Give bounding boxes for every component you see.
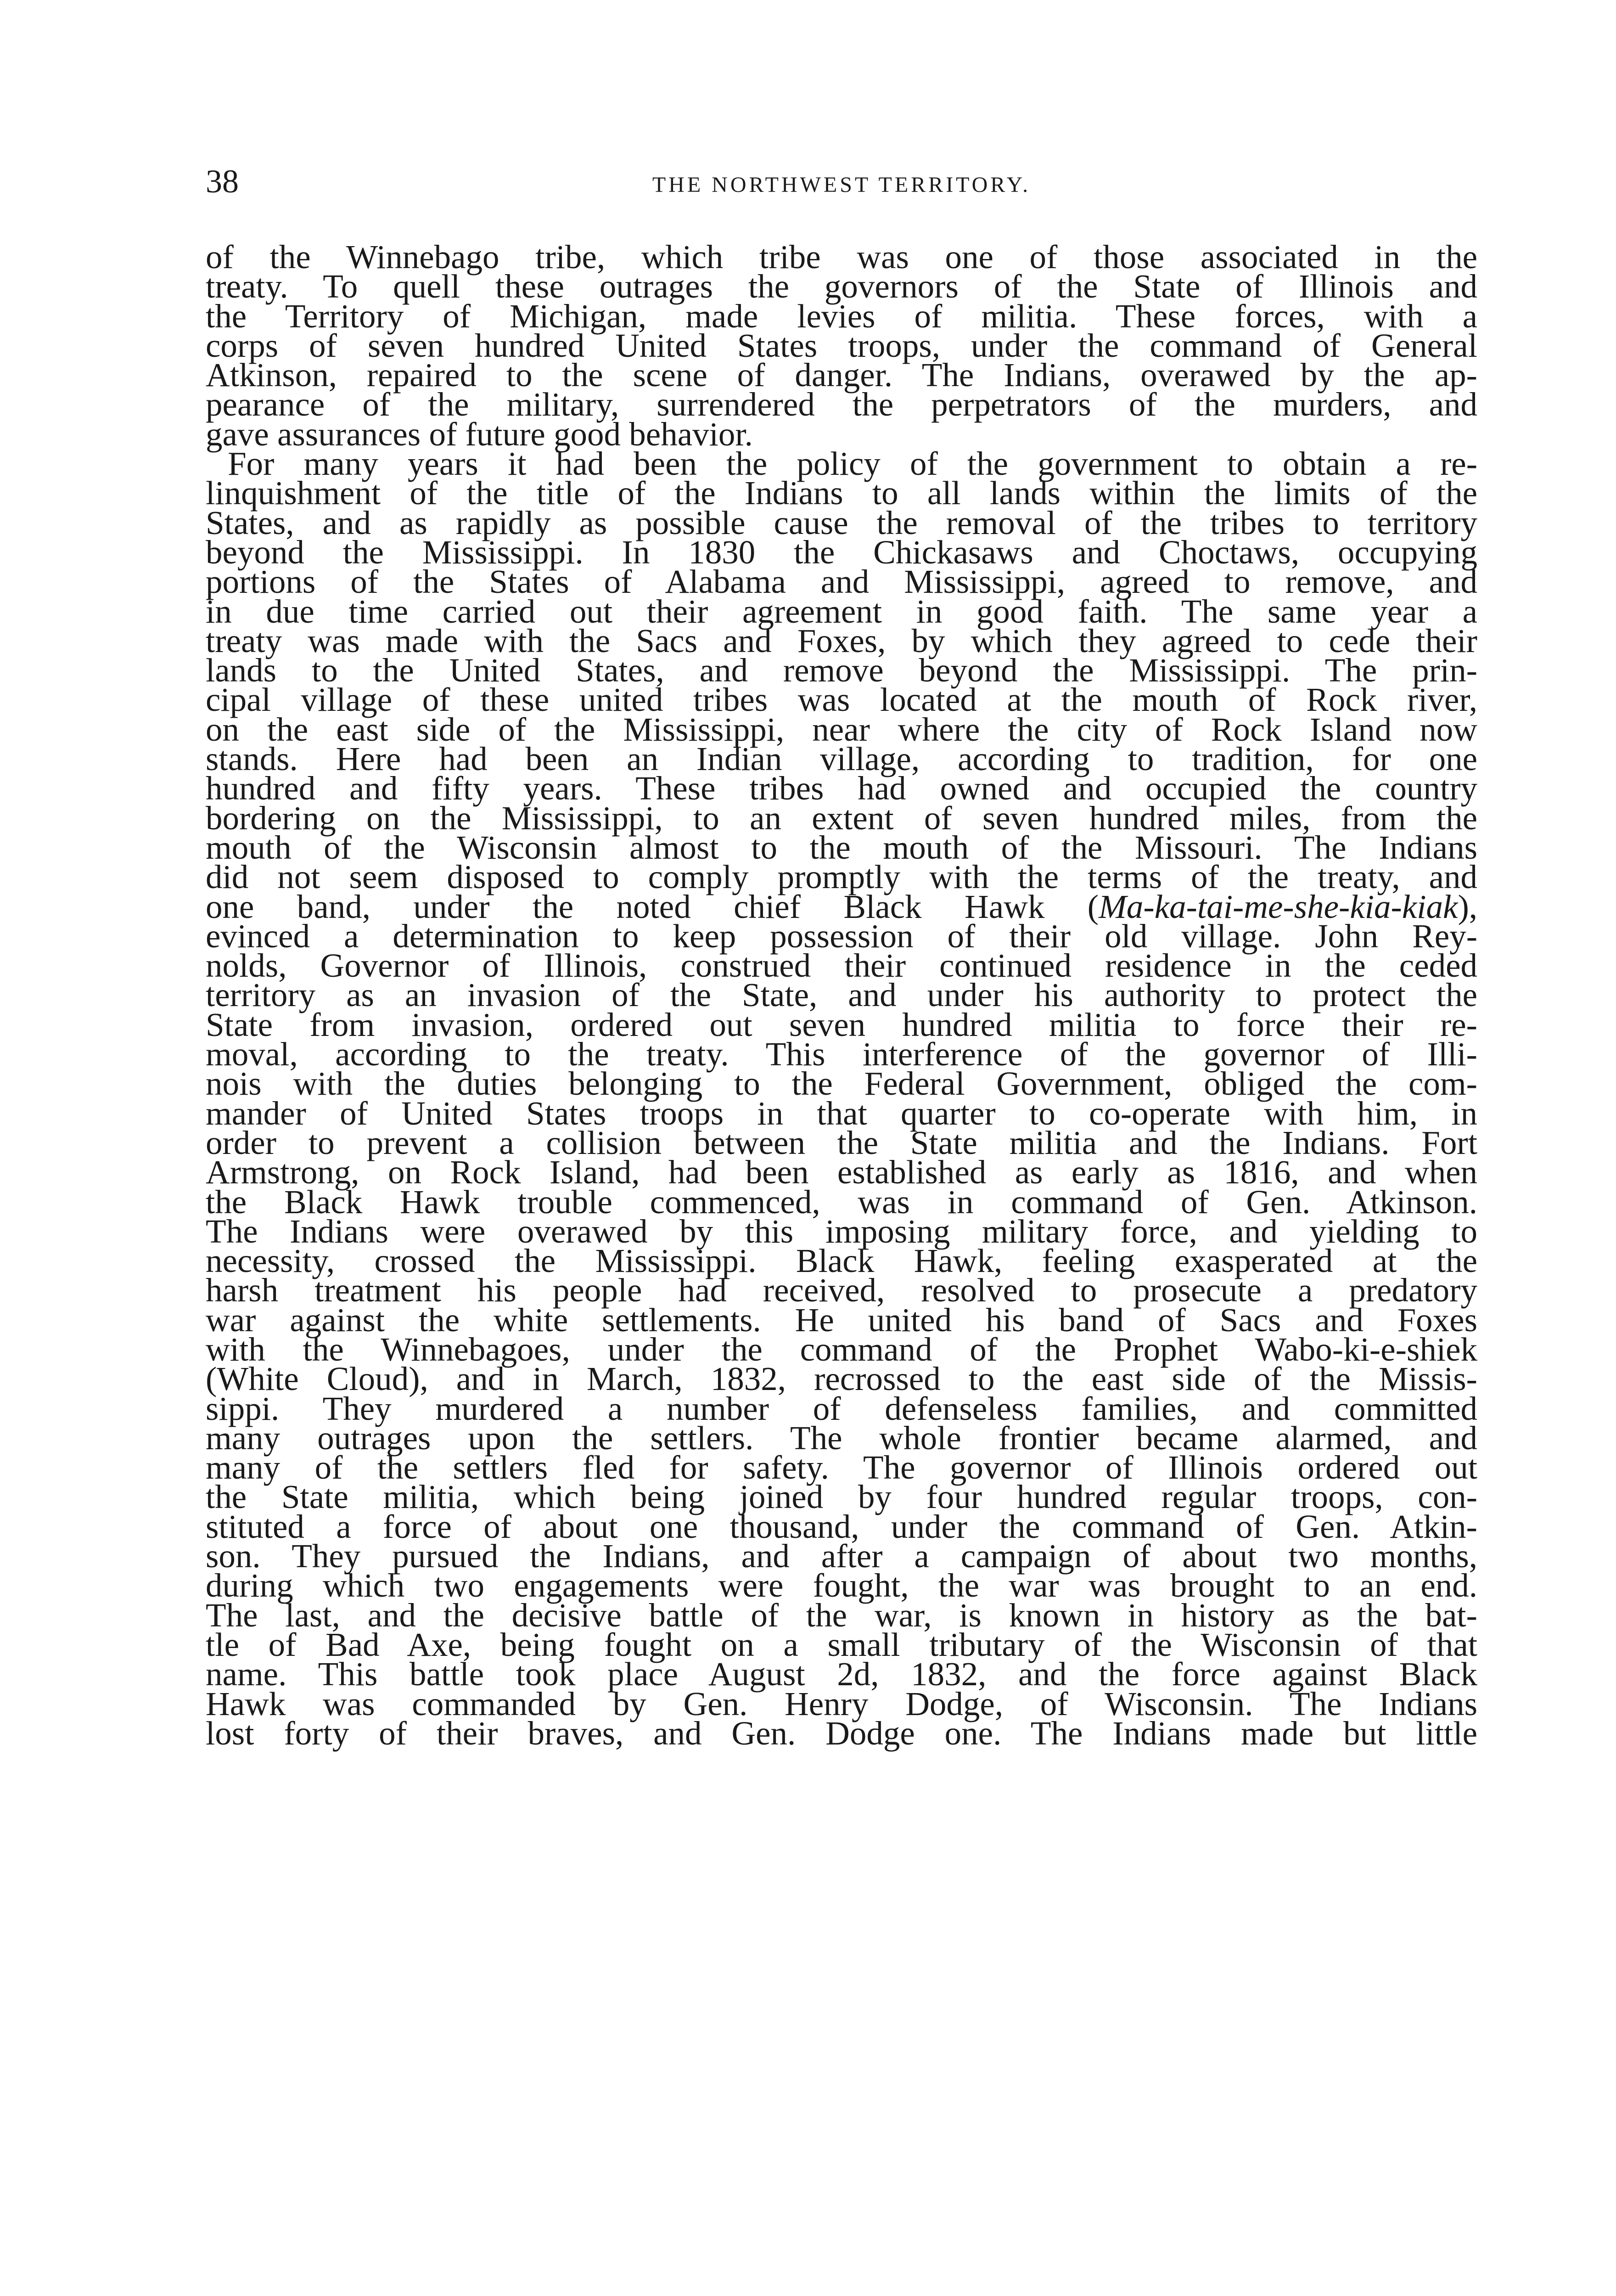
text-line: many of the settlers fled for safety. The governor of Illinois ordered out [206, 1449, 1477, 1486]
text-line: of the Winnebago tribe, which tribe was one of those associated in the [206, 238, 1477, 276]
text-line: territory as an invasion of the State, and under his authority to protect the [206, 976, 1477, 1014]
text-line: stituted a force of about one thousand, under the command of Gen. Atkin- [206, 1508, 1477, 1545]
text-line: Armstrong, on Rock Island, had been established as early as 1816, and when [206, 1154, 1477, 1191]
text-line: Atkinson, repaired to the scene of danger. The Indians, overawed by the ap- [206, 356, 1477, 394]
text-line: son. They pursued the Indians, and after a campaign of about two months, [206, 1537, 1477, 1575]
text-line: lands to the United States, and remove beyond the Mississippi. The prin- [206, 652, 1477, 689]
text-line: pearance of the military, surrendered the perpetrators of the murders, and [206, 386, 1477, 423]
text-line: treaty. To quell these outrages the governors of the State of Illinois and [206, 268, 1477, 305]
text-line: The last, and the decisive battle of the war, is known in history as the bat- [206, 1596, 1477, 1634]
text-line: stands. Here had been an Indian village, according to tradition, for one [206, 740, 1477, 778]
text-line: nois with the duties belonging to the Federal Government, obliged the com- [206, 1065, 1477, 1103]
text-line: corps of seven hundred United States troops, under the command of General [206, 326, 1477, 364]
text-line: hundred and fifty years. These tribes had owned and occupied the country [206, 770, 1477, 807]
text-line: State from invasion, ordered out seven hundred militia to force their re- [206, 1006, 1477, 1043]
italic-native-name: Ma-ka-tai-me-she-kia-kiak [1099, 888, 1458, 925]
paragraph-start-line: For many years it had been the policy of the government to obtain a re- [228, 445, 1477, 483]
running-head [206, 158, 1477, 209]
text-segment: ), [1458, 888, 1477, 925]
text-line: the State militia, which being joined by four hundred regular troops, con- [206, 1478, 1477, 1516]
text-segment: one band, under the noted chief Black Hawk ( [206, 888, 1099, 925]
text-line: lost forty of their braves, and Gen. Dodge one. The Indians made but little [206, 1714, 1477, 1752]
text-line: war against the white settlements. He united his band of Sacs and Foxes [206, 1301, 1477, 1339]
page-number: 38 [206, 163, 239, 200]
text-line: tle of Bad Axe, being fought on a small tributary of the Wisconsin of that [206, 1626, 1477, 1663]
text-line: order to prevent a collision between the State militia and the Indians. Fort [206, 1124, 1477, 1161]
text-line: The Indians were overawed by this imposing military force, and yielding to [206, 1212, 1477, 1250]
text-line: the Territory of Michigan, made levies of militia. These forces, with a [206, 297, 1477, 335]
text-line: beyond the Mississippi. In 1830 the Chickasaws and Choctaws, occupying [206, 533, 1477, 571]
text-line: many outrages upon the settlers. The whole frontier became alarmed, and [206, 1419, 1477, 1457]
text-line: bordering on the Mississippi, to an extent of seven hundred miles, from the [206, 799, 1477, 837]
text-line: the Black Hawk trouble commenced, was in command of Gen. Atkinson. [206, 1183, 1477, 1221]
text-line: gave assurances of future good behavior. [206, 415, 753, 453]
text-line: moval, according to the treaty. This interference of the governor of Illi- [206, 1035, 1477, 1073]
text-line: mander of United States troops in that quarter to co-operate with him, in [206, 1094, 1477, 1132]
text-line: mouth of the Wisconsin almost to the mouth of the Missouri. The Indians [206, 828, 1477, 866]
text-line: on the east side of the Mississippi, near where the city of Rock Island now [206, 710, 1477, 748]
text-line: during which two engagements were fought, the war was brought to an end. [206, 1567, 1477, 1604]
text-line: (White Cloud), and in March, 1832, recrossed to the east side of the Missis- [206, 1360, 1477, 1398]
text-line: linquishment of the title of the Indians to all lands within the limits of the [206, 474, 1477, 512]
text-line: did not seem disposed to comply promptly with the terms of the treaty, and [206, 858, 1477, 896]
body-text [206, 238, 1477, 1752]
text-line: in due time carried out their agreement in good faith. The same year a [206, 592, 1477, 630]
text-line: harsh treatment his people had received, resolved to prosecute a predatory [206, 1272, 1477, 1309]
text-line: with the Winnebagoes, under the command of the Prophet Wabo-ki-e-shiek [206, 1330, 1477, 1368]
text-line: sippi. They murdered a number of defenseless families, and committed [206, 1390, 1477, 1427]
text-line: treaty was made with the Sacs and Foxes, by which they agreed to cede their [206, 622, 1477, 659]
text-line: portions of the States of Alabama and Mississippi, agreed to remove, and [206, 563, 1477, 601]
text-line: necessity, crossed the Mississippi. Black Hawk, feeling exasperated at the [206, 1242, 1477, 1280]
text-line: name. This battle took place August 2d, 1832, and the force against Black [206, 1655, 1477, 1693]
text-line: Hawk was commanded by Gen. Henry Dodge, of Wisconsin. The Indians [206, 1685, 1477, 1722]
text-line: cipal village of these united tribes was located at the mouth of Rock river, [206, 681, 1477, 719]
text-line: nolds, Governor of Illinois, construed their continued residence in the ceded [206, 947, 1477, 985]
running-title: THE NORTHWEST TERRITORY. [652, 173, 1031, 197]
text-line: evinced a determination to keep possession of their old village. John Rey- [206, 917, 1477, 955]
text-line: States, and as rapidly as possible cause the removal of the tribes to territory [206, 504, 1477, 541]
